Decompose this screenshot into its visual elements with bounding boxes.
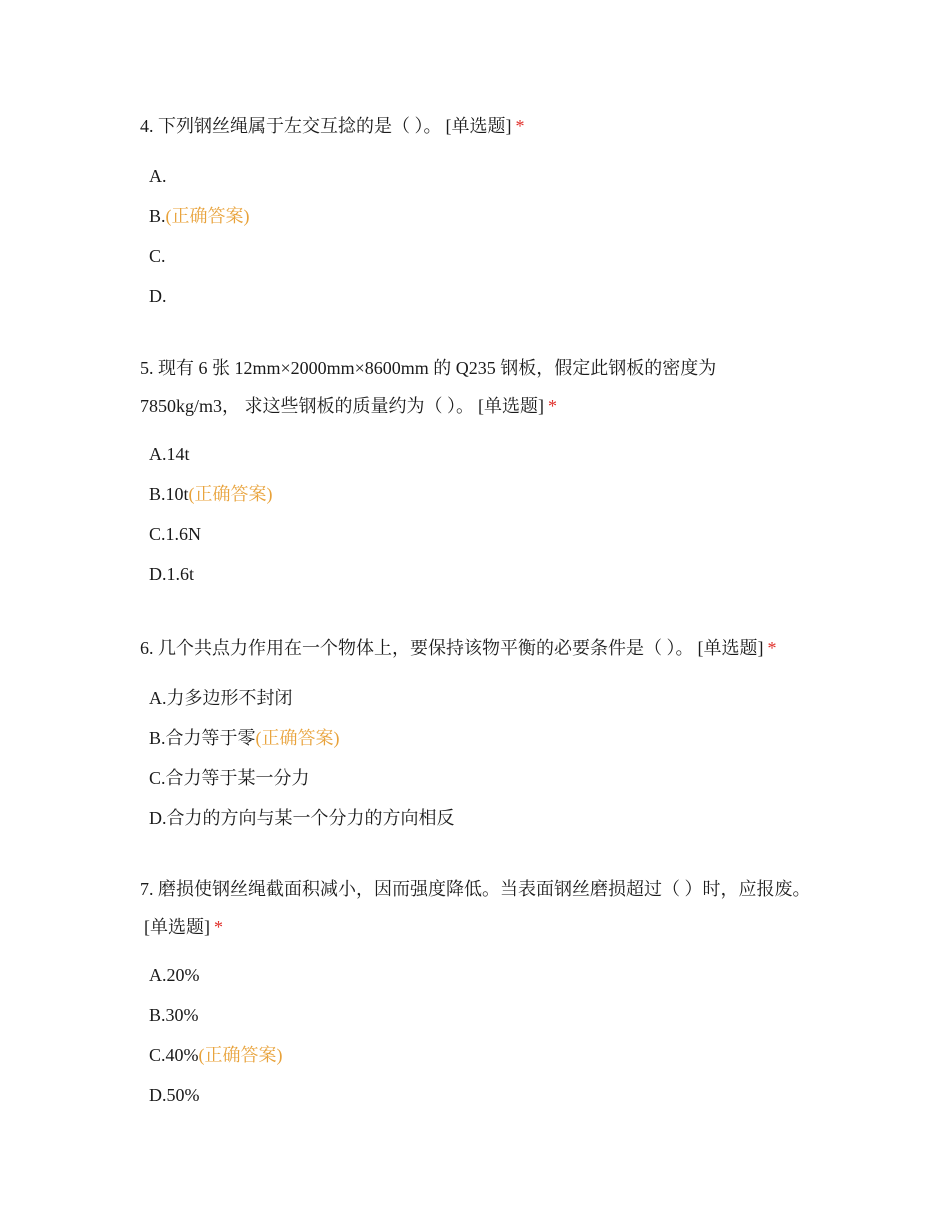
option-label: A.力多边形不封闭	[149, 688, 293, 708]
required-mark: *	[767, 638, 777, 658]
question-number: 7.	[140, 879, 154, 899]
required-mark: *	[214, 917, 223, 937]
question-text: 下列钢丝绳属于左交互捻的是（ ）。	[158, 116, 442, 136]
option-label: B.10t	[149, 484, 189, 504]
option-label: C.40%	[149, 1045, 199, 1065]
question-text: 磨损使钢丝绳截面积减小，因而强度降低。当表面钢丝磨损超过（ ）时，应报废。	[158, 879, 811, 899]
question-5	[140, 349, 820, 594]
option-a[interactable]	[140, 678, 820, 718]
option-label: D.50%	[149, 1085, 200, 1105]
option-label: D.合力的方向与某一个分力的方向相反	[149, 808, 455, 828]
required-mark: *	[515, 116, 525, 136]
option-label: D.	[149, 286, 167, 306]
option-b[interactable]	[140, 718, 820, 758]
option-label: C.1.6N	[149, 524, 202, 544]
question-number: 6.	[140, 638, 154, 658]
option-c[interactable]	[140, 758, 820, 798]
question-type: [单选题]	[445, 116, 512, 136]
option-label: A.14t	[149, 444, 190, 464]
question-type: [单选题]	[478, 396, 545, 416]
option-c[interactable]	[140, 1035, 820, 1075]
option-c[interactable]	[140, 236, 820, 276]
option-b[interactable]	[140, 196, 820, 236]
option-label: B.合力等于零	[149, 728, 256, 748]
option-d[interactable]	[140, 1075, 820, 1115]
option-d[interactable]	[140, 276, 820, 316]
option-c[interactable]	[140, 514, 820, 554]
question-type: [单选题]	[144, 917, 210, 937]
option-label: A.20%	[149, 965, 200, 985]
question-text: 现有 6 张 12mm×2000mm×8600mm 的 Q235 钢板，假定此钢板的密度为 7850kg/m3， 求这些钢板的质量约为（ ）。	[140, 358, 717, 416]
option-b[interactable]	[140, 995, 820, 1035]
question-text: 几个共点力作用在一个物体上，要保持该物平衡的必要条件是（ ）。	[158, 638, 694, 658]
option-d[interactable]	[140, 798, 820, 838]
option-list	[140, 678, 820, 838]
option-a[interactable]	[140, 955, 820, 995]
correct-answer-mark: (正确答案)	[255, 728, 340, 748]
question-title	[140, 349, 820, 425]
option-list	[140, 955, 820, 1115]
question-title	[140, 107, 820, 145]
option-label: C.合力等于某一分力	[149, 768, 310, 788]
correct-answer-mark: (正确答案)	[198, 1045, 283, 1065]
question-title	[140, 629, 820, 667]
question-number: 4.	[140, 116, 154, 136]
question-title	[140, 870, 820, 946]
question-6	[140, 629, 820, 838]
option-label: A.	[149, 166, 167, 186]
option-label: B.30%	[149, 1005, 199, 1025]
correct-answer-mark: (正确答案)	[188, 484, 273, 504]
option-a[interactable]	[140, 156, 820, 196]
option-list	[140, 156, 820, 316]
correct-answer-mark: (正确答案)	[165, 206, 250, 226]
question-type: [单选题]	[697, 638, 764, 658]
question-7	[140, 870, 820, 1115]
option-d[interactable]	[140, 554, 820, 594]
option-label: C.	[149, 246, 166, 266]
option-list	[140, 434, 820, 594]
question-number: 5.	[140, 358, 154, 378]
option-a[interactable]	[140, 434, 820, 474]
option-label: D.1.6t	[149, 564, 194, 584]
required-mark: *	[548, 396, 558, 416]
option-b[interactable]	[140, 474, 820, 514]
option-label: B.	[149, 206, 166, 226]
question-4	[140, 107, 820, 316]
